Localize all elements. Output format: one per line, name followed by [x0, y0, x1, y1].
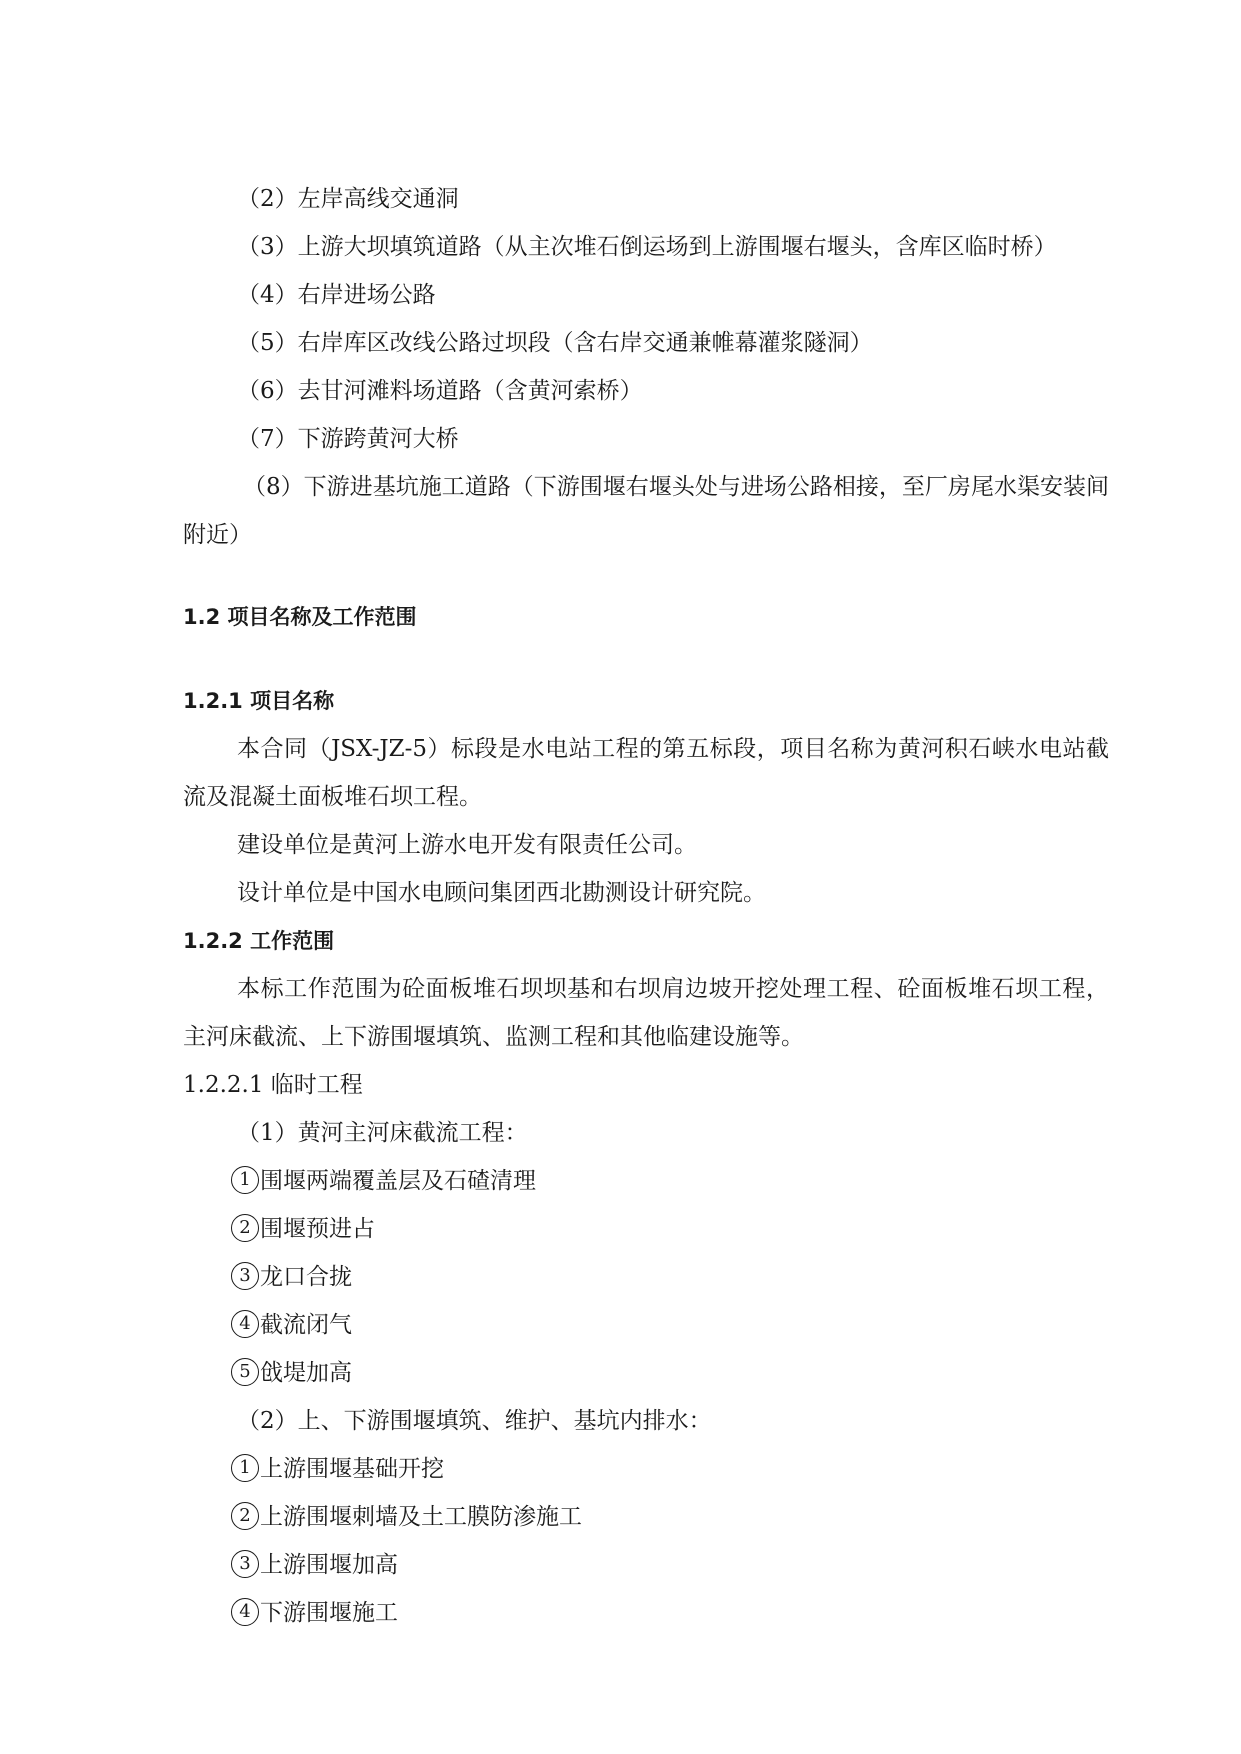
list-item-text: 围堰两端覆盖层及石碴清理 — [260, 1168, 536, 1194]
paragraph-owner: 建设单位是黄河上游水电开发有限责任公司。 — [237, 832, 697, 858]
list-item-text: 上游围堰刺墙及土工膜防渗施工 — [260, 1504, 582, 1530]
circled-number: 1 — [231, 1454, 259, 1482]
paragraph-contract: 本合同（JSX-JZ-5）标段是水电站工程的第五标段，项目名称为黄河积石峡水电站截流及混凝土面板堆石坝工程。 — [183, 736, 1109, 810]
list-item — [183, 1493, 1109, 1541]
road-item-7: （7）下游跨黄河大桥 — [237, 426, 459, 452]
road-item-6: （6）去甘河滩料场道路（含黄河索桥） — [237, 378, 643, 404]
group1-heading: （1）黄河主河床截流工程： — [237, 1120, 528, 1146]
circled-number: 4 — [231, 1310, 259, 1338]
section-heading-1-2-2-1: 1.2.2.1 临时工程 — [183, 1072, 363, 1098]
document-page — [183, 175, 1109, 1637]
list-item — [183, 1205, 1109, 1253]
list-item — [183, 1157, 1109, 1205]
road-item-8: （8）下游进基坑施工道路（下游围堰右堰头处与进场公路相接，至厂房尾水渠安装间附近） — [183, 474, 1109, 548]
list-item-text: 上游围堰基础开挖 — [260, 1456, 444, 1482]
road-item-3: （3）上游大坝填筑道路（从主次堆石倒运场到上游围堰右堰头，含库区临时桥） — [237, 234, 1057, 260]
list-item-text: 截流闭气 — [260, 1312, 352, 1338]
list-item — [183, 1301, 1109, 1349]
circled-number: 1 — [231, 1166, 259, 1194]
list-item — [183, 1349, 1109, 1397]
circled-number: 4 — [231, 1598, 259, 1626]
group2-heading: （2）上、下游围堰填筑、维护、基坑内排水： — [237, 1408, 712, 1434]
section-heading-1-2-1: 1.2.1 项目名称 — [183, 689, 335, 713]
road-item-4: （4）右岸进场公路 — [237, 282, 436, 308]
circled-number: 2 — [231, 1214, 259, 1242]
circled-number: 3 — [231, 1262, 259, 1290]
spacer — [183, 641, 1109, 677]
section-heading-1-2-2: 1.2.2 工作范围 — [183, 929, 335, 953]
circled-number: 2 — [231, 1502, 259, 1530]
list-item — [183, 1589, 1109, 1637]
circled-number: 3 — [231, 1550, 259, 1578]
circled-number: 5 — [231, 1358, 259, 1386]
road-item-2: （2）左岸高线交通洞 — [237, 186, 459, 212]
list-item — [183, 1541, 1109, 1589]
road-item-5: （5）右岸库区改线公路过坝段（含右岸交通兼帷幕灌浆隧洞） — [237, 330, 873, 356]
paragraph-designer: 设计单位是中国水电顾问集团西北勘测设计研究院。 — [237, 880, 766, 906]
list-item-text: 围堰预进占 — [260, 1216, 375, 1242]
section-heading-1-2: 1.2 项目名称及工作范围 — [183, 605, 417, 629]
paragraph-scope: 本标工作范围为砼面板堆石坝坝基和右坝肩边坡开挖处理工程、砼面板堆石坝工程，主河床截流、上下游围堰填筑、监测工程和其他临建设施等。 — [183, 976, 1109, 1050]
spacer — [183, 559, 1109, 593]
list-item-text: 戗堤加高 — [260, 1360, 352, 1386]
list-item-text: 下游围堰施工 — [260, 1600, 398, 1626]
list-item-text: 龙口合拢 — [260, 1264, 352, 1290]
list-item-text: 上游围堰加高 — [260, 1552, 398, 1578]
list-item — [183, 1253, 1109, 1301]
list-item — [183, 1445, 1109, 1493]
